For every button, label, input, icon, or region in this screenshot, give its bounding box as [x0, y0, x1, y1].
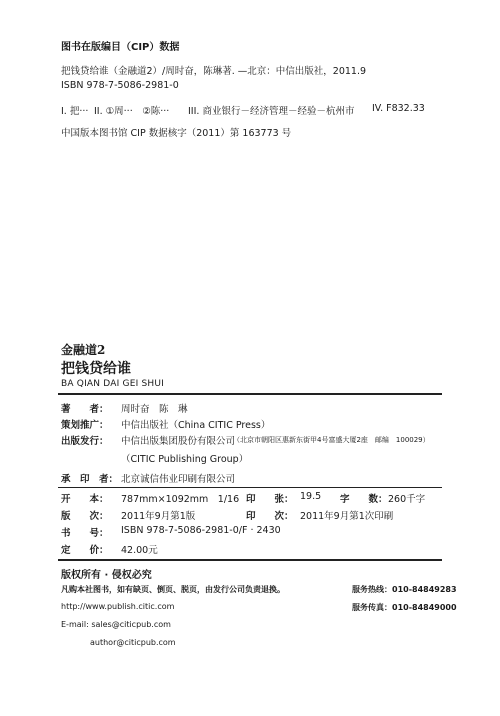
words-value: 260千字: [388, 494, 426, 505]
printing-label: 印 次：: [246, 511, 294, 522]
isbn-label: 书 号：: [61, 528, 109, 539]
series-name: 金融道2: [61, 343, 106, 357]
publisher-value: 中信出版集团股份有限公司: [121, 436, 236, 447]
sheets-label: 印 张：: [246, 494, 294, 505]
format-value: 787mm×1092mm 1/16: [121, 494, 240, 505]
price-value: 42.00元: [121, 545, 158, 556]
planner-value: 中信出版社（China CITIC Press）: [121, 420, 271, 431]
author-email-link[interactable]: author@citicpub.com: [90, 638, 176, 647]
author-label: 著 者：: [61, 404, 109, 415]
cip-isbn-line: ISBN 978-7-5086-2981-0: [61, 80, 179, 91]
divider-top: [58, 393, 442, 395]
cip-heading: 图书在版编目（CIP）数据: [61, 42, 180, 53]
planner-label: 策划推广：: [61, 420, 109, 431]
cip-class-4: IV. F832.33: [372, 103, 425, 114]
divider-specs: [58, 487, 442, 488]
book-title: 把钱贷给谁: [61, 361, 131, 377]
isbn-value: ISBN 978-7-5086-2981-0/F · 2430: [121, 525, 281, 536]
printer-label: 承 印 者：: [61, 474, 119, 485]
words-label: 字 数：: [340, 494, 388, 505]
divider-bottom: [58, 559, 442, 561]
rights-statement: 版权所有 · 侵权必究: [61, 570, 152, 581]
format-label: 开 本：: [61, 494, 109, 505]
cip-class-3: III. 商业银行－经济管理－经验－杭州市: [188, 106, 355, 117]
sheets-value: 19.5: [300, 491, 322, 502]
website-link[interactable]: http://www.publish.citic.com: [61, 602, 175, 611]
edition-value: 2011年9月第1版: [121, 511, 196, 522]
printing-value: 2011年9月第1次印刷: [300, 511, 394, 522]
cip-record-number: 中国版本图书馆 CIP 数据核字（2011）第 163773 号: [61, 128, 292, 139]
return-notice: 凡购本社图书，如有缺页、倒页、脱页，由发行公司负责退换。: [61, 585, 285, 594]
service-fax: 服务传真：010-84849000: [352, 603, 457, 612]
publisher-group: （CITIC Publishing Group）: [121, 454, 249, 465]
publisher-address: （北京市朝阳区惠新东街甲4号富盛大厦2座 邮编 100029）: [233, 436, 430, 444]
cip-class-1: I. 把···: [61, 106, 89, 117]
price-label: 定 价：: [61, 545, 109, 556]
printer-value: 北京诚信伟业印刷有限公司: [121, 474, 236, 485]
cip-class-2: II. ①周··· ②陈···: [94, 106, 170, 117]
author-value: 周时奋 陈 琳: [121, 404, 188, 415]
cip-bibliographic-line: 把钱贷给谁（金融道2）/周时奋，陈琳著. —北京：中信出版社，2011.9: [61, 66, 367, 77]
sales-email-link[interactable]: E-mail: sales@citicpub.com: [61, 620, 171, 629]
service-hotline: 服务热线：010-84849283: [352, 585, 457, 594]
edition-label: 版 次：: [61, 511, 109, 522]
publisher-label: 出版发行：: [61, 436, 109, 447]
book-title-pinyin: BA QIAN DAI GEI SHUI: [61, 379, 165, 389]
